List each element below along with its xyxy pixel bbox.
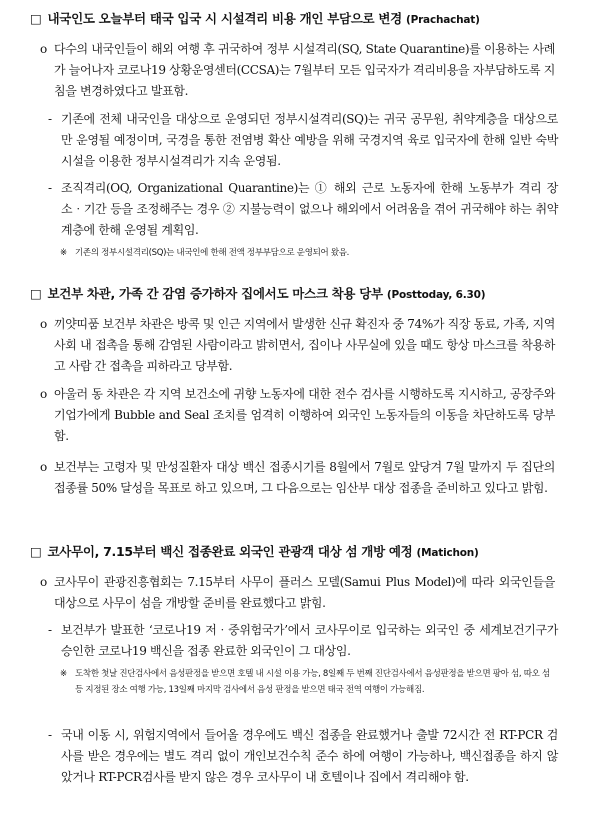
dash-marker: - — [48, 112, 52, 126]
reference-mark-icon: ※ — [60, 669, 67, 679]
circle-bullet-marker: o — [40, 317, 47, 331]
dash-marker: - — [48, 623, 52, 637]
heading-text: 코사무이, 7.15부터 백신 접종완료 외국인 관광객 대상 섬 개방 예정 — [47, 544, 413, 559]
footnote-text: 도착한 첫날 진단검사에서 음성판정을 받으면 호텔 내 시설 이용 가능, 8일째 두 번째 진단검사에서 음성판정을 받으면 팡아 섬, 따오 섬 등 지정된 장소 여행 가능, 13일째 마지막 검사에서 음성 판정을 받으면 태국 전역 여행이 가능해짐. — [75, 669, 550, 695]
section-heading — [30, 544, 570, 561]
section-heading — [30, 286, 570, 303]
checkbox-bullet-icon: □ — [30, 286, 42, 301]
bullet-text: 보건부는 고령자 및 만성질환자 대상 백신 접종시기를 8월에서 7월로 앞당겨 7월 말까지 두 집단의 접종률 50% 달성을 목표로 하고 있으며, 그 다음으로는 임산부 대상 접종을 준비하고 있다고 밝힘. — [54, 460, 555, 495]
dash-item — [48, 725, 558, 788]
dash-text: 보건부가 발표한 ‘코로나19 저‧중위험국가’에서 코사무이로 입국하는 외국인 중 세계보건기구가 승인한 코로나19 백신을 접종 완료한 외국인이 그 대상임. — [61, 623, 558, 658]
bullet-text: 다수의 내국인들이 해외 여행 후 귀국하여 정부 시설격리(SQ, State Quarantine)를 이용하는 사례가 늘어나자 코로나19 상황운영센터(CCSA)는 7월부터 모든 입국자가 격리비용을 자부담하도록 지침을 변경하였다고 발표함. — [54, 42, 555, 98]
dash-text: 국내 이동 시, 위험지역에서 들어올 경우에도 백신 접종을 완료했거나 출발 72시간 전 RT-PCR 검사를 받은 경우에는 별도 격리 없이 개인보건수칙 준수 하에 여행이 가능하나, 백신접종을 하지 않았거나 RT-PCR검사를 받지 않은 경우 코사무이 내 호텔이나 집에서 격리해야 함. — [61, 728, 558, 784]
heading-text: 내국인도 오늘부터 태국 입국 시 시설격리 비용 개인 부담으로 변경 — [47, 11, 402, 26]
bullet-item — [40, 314, 555, 377]
heading-source: (Prachachat) — [405, 14, 480, 26]
reference-mark-icon: ※ — [60, 248, 67, 258]
footnote — [60, 666, 560, 698]
circle-bullet-marker: o — [40, 387, 47, 401]
checkbox-bullet-icon: □ — [30, 11, 42, 26]
dash-item — [48, 178, 558, 241]
section-heading — [30, 11, 570, 28]
footnote — [60, 245, 560, 261]
circle-bullet-marker: o — [40, 460, 47, 474]
bullet-text: 끼얏띠품 보건부 차관은 방콕 및 인근 지역에서 발생한 신규 확진자 중 74%가 직장 동료, 가족, 지역 사회 내 접촉을 통해 감염된 사람이라고 밝히면서, 집이나 사무실에 있을 때도 항상 마스크를 착용하고 사람 간 접촉을 피하라고 당부함. — [54, 317, 555, 373]
bullet-text: 아울러 동 차관은 각 지역 보건소에 귀향 노동자에 대한 전수 검사를 시행하도록 지시하고, 공장주와 기업가에게 Bubble and Seal 조치를 엄격히 이행하여 외국인 노동자들의 이동을 차단하도록 당부함. — [54, 387, 555, 443]
dash-marker: - — [48, 181, 52, 195]
bullet-item — [40, 572, 555, 614]
dash-text: 기존에 전체 내국인을 대상으로 운영되던 정부시설격리(SQ)는 귀국 공무원, 취약계층을 대상으로만 운영될 예정이며, 국경을 통한 전염병 확산 예방을 위해 국경지역 육로 입국자에 한해 일반 숙박시설을 이용한 정부시설격리가 지속 운영됨. — [61, 112, 558, 168]
heading-source: (Posttoday, 6.30) — [386, 289, 486, 301]
heading-source: (Matichon) — [416, 547, 479, 559]
heading-text: 보건부 차관, 가족 간 감염 증가하자 집에서도 마스크 착용 당부 — [47, 286, 383, 301]
footnote-text: 기존의 정부시설격리(SQ)는 내국인에 한해 전액 정부부담으로 운영되어 왔음. — [75, 248, 350, 258]
bullet-item — [40, 384, 555, 447]
dash-item — [48, 109, 558, 172]
bullet-text: 코사무이 관광진흥협회는 7.15부터 사무이 플러스 모델(Samui Plus Model)에 따라 외국인들을 대상으로 사무이 섬을 개방할 준비를 완료했다고 밝힘. — [54, 575, 555, 610]
bullet-item — [40, 39, 555, 102]
dash-item — [48, 620, 558, 662]
checkbox-bullet-icon: □ — [30, 544, 42, 559]
dash-marker: - — [48, 728, 52, 742]
circle-bullet-marker: o — [40, 42, 47, 56]
bullet-item — [40, 457, 555, 499]
circle-bullet-marker: o — [40, 575, 47, 589]
dash-text: 조직격리(OQ, Organizational Quarantine)는 ① 해외 근로 노동자에 한해 노동부가 격리 장소‧기간 등을 조정해주는 경우 ② 지불능력이 없으나 해외에서 어려움을 겪어 귀국해야 하는 취약계층에 한해 운영될 계획임. — [61, 181, 558, 237]
